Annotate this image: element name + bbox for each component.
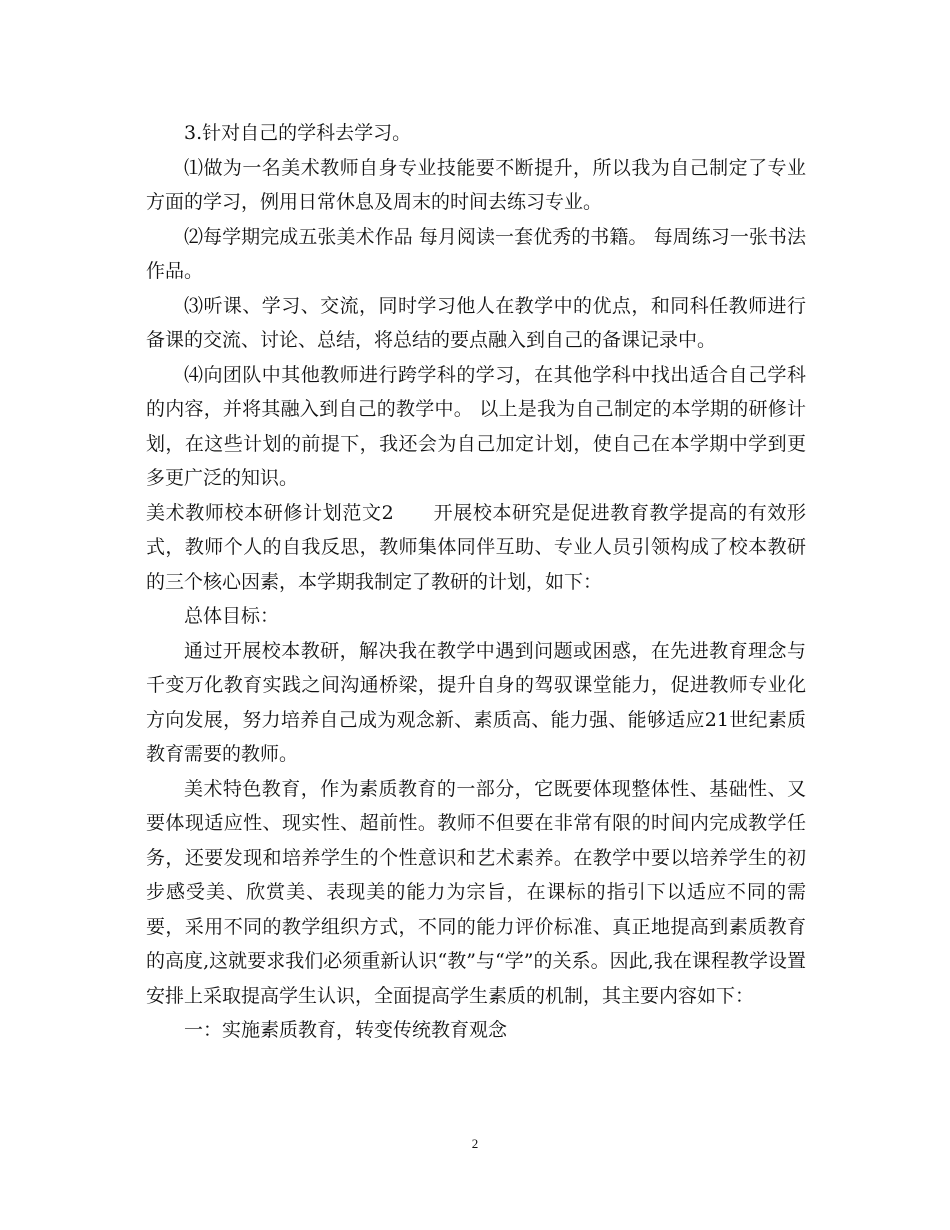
body-paragraph: 美术特色教育，作为素质教育的一部分，它既要体现整体性、基础性、又要体现适应性、现实性、超前性。教师不但要在非常有限的时间内完成教学任务，还要发现和培养学生的个性意识和艺术素养。在教学中要以培养学生的初步感受美、欣赏美、表现美的能力为宗旨，在课标的指引下以适应不同的需要，采用不同的教学组织方式，不同的能力评价标准、真正地提高到素质教育的高度,这就要求我们必须重新认识“教”与“学”的关系。因此,我在课程教学设置安排上采取提高学生认识，全面提高学生素质的机制，其主要内容如下：: [146, 777, 806, 1007]
section-heading-paragraph: 美术教师校本研修计划范文2 开展校本研究是促进教育教学提高的有效形式，教师个人的自我反思，教师集体同伴互助、专业人员引领构成了校本教研的三个核心因素，本学期我制定了教研的计划，如下：: [146, 501, 806, 593]
body-paragraph: 一：实施素质教育，转变传统教育观念: [184, 1019, 508, 1041]
page-number: 2: [471, 1136, 479, 1151]
body-paragraph: ⑶听课、学习、交流，同时学习他人在教学中的优点，和同科任教师进行备课的交流、讨论、总结，将总结的要点融入到自己的备课记录中。: [146, 294, 806, 351]
body-paragraph: 3.针对自己的学科去学习。: [184, 122, 412, 144]
body-paragraph: ⑷向团队中其他教师进行跨学科的学习，在其他学科中找出适合自己学科的内容，并将其融入到自己的教学中。 以上是我为自己制定的本学期的研修计划，在这些计划的前提下，我还会为自己加定计划，使自己在本学期中学到更多更广泛的知识。: [146, 363, 806, 489]
document-body: [146, 116, 806, 1048]
body-paragraph: ⑵每学期完成五张美术作品 每月阅读一套优秀的书籍。 每周练习一张书法作品。: [146, 225, 806, 282]
body-paragraph: ⑴做为一名美术教师自身专业技能要不断提升，所以我为自己制定了专业方面的学习，例用日常休息及周末的时间去练习专业。: [146, 156, 806, 213]
body-paragraph: 通过开展校本教研，解决我在教学中遇到问题或困惑，在先进教育理念与千变万化教育实践之间沟通桥梁，提升自身的驾驭课堂能力，促进教师专业化方向发展，努力培养自己成为观念新、素质高、能力强、能够适应21世纪素质教育需要的教师。: [146, 639, 806, 765]
subheading-paragraph: 总体目标：: [184, 605, 280, 627]
